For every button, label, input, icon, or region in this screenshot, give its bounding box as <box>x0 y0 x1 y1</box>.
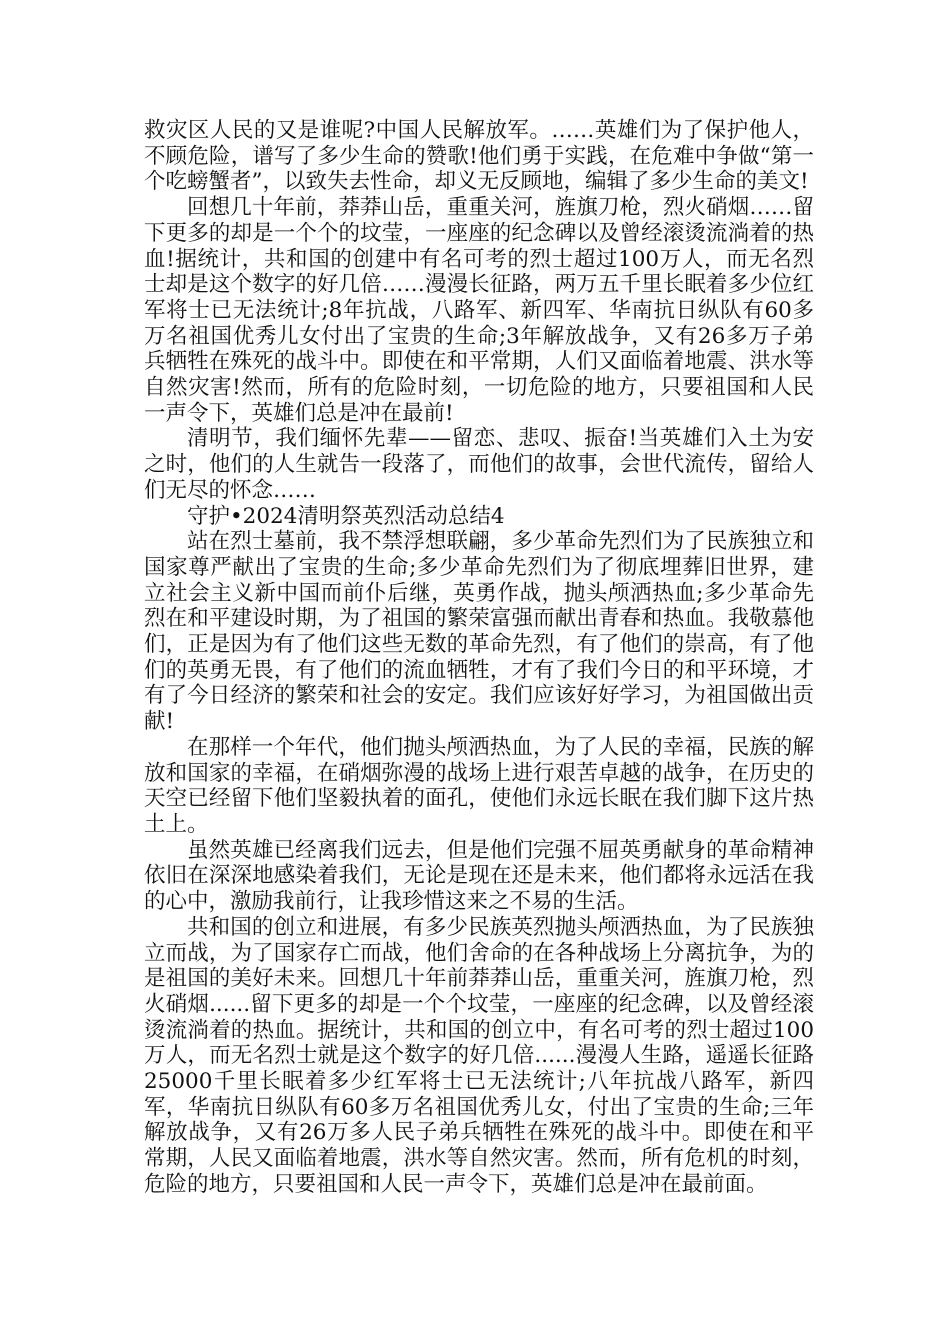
paragraph-recall-decades: 回想几十年前，莽莽山岳，重重关河，旌旗刀枪，烈火硝烟……留下更多的却是一个个的坟莹，一座座的纪念碑以及曾经滚烫流淌着的热血!据统计，共和国的创建中有名可考的烈士超过100万人，而无名烈士却是这个数字的好几倍……漫漫长征路，两万五千里长眠着多少位红军将士已无法统计;8年抗战，八路军、新四军、华南抗日纵队有60多万名祖国优秀儿女付出了宝贵的生命;3年解放战争，又有26多万子弟兵牺牲在殊死的战斗中。即使在和平常期，人们又面临着地震、洪水等自然灾害!然而，所有的危险时刻，一切危险的地方，只要祖国和人民一声令下，英雄们总是冲在最前! <box>144 195 814 426</box>
section-heading: 守护•2024清明祭英烈活动总结4 <box>187 503 505 529</box>
paragraph-that-era: 在那样一个年代，他们抛头颅洒热血，为了人民的幸福，民族的解放和国家的幸福，在硝烟弥漫的战场上进行艰苦卓越的战争，在历史的天空已经留下他们坚毅执着的面孔，使他们永远长眠在我们脚下这片热土上。 <box>144 734 814 837</box>
paragraph-qingming-remembrance: 清明节，我们缅怀先辈——留恋、悲叹、振奋!当英雄们入土为安之时，他们的人生就告一段落了，而他们的故事，会世代流传，留给人们无尽的怀念…… <box>144 426 814 503</box>
paragraph-heroes-spirit: 虽然英雄已经离我们远去，但是他们完强不屈英勇献身的革命精神依旧在深深地感染着我们，无论是现在还是未来，他们都将永远活在我的心中，激励我前行，让我珍惜这来之不易的生活。 <box>144 837 814 915</box>
document-page <box>144 118 814 1198</box>
paragraph-republic-founding: 共和国的创立和进展，有多少民族英烈抛头颅洒热血，为了民族独立而战，为了国家存亡而战，他们舍命的在各种战场上分离抗争，为的是祖国的美好未来。回想几十年前莽莽山岳，重重关河，旌旗刀枪，烈火硝烟......留下更多的却是一个个坟莹，一座座的纪念碑，以及曾经滚烫流淌着的热血。据统计，共和国的创立中，有名可考的烈士超过100万人，而无名烈士就是这个数字的好几倍......漫漫人生路，遥遥长征路25000千里长眠着多少红军将士已无法统计;八年抗战八路军，新四军，华南抗日纵队有60多万名祖国优秀儿女，付出了宝贵的生命;三年解放战争，又有26万多人民子弟兵牺牲在殊死的战斗中。即使在和平常期，人民又面临着地震，洪水等自然灾害。然而，所有危机的时刻，危险的地方，只要祖国和人民一声令下，英雄们总是冲在最前面。 <box>144 914 814 1197</box>
paragraph-at-martyr-tomb: 站在烈士墓前，我不禁浮想联翩，多少革命先烈们为了民族独立和国家尊严献出了宝贵的生命;多少革命先烈们为了彻底埋葬旧世界，建立社会主义新中国而前仆后继，英勇作战，抛头颅洒热血;多少革命先烈在和平建设时期，为了祖国的繁荣富强而献出青春和热血。我敬慕他们，正是因为有了他们这些无数的革命先烈，有了他们的崇高，有了他们的英勇无畏，有了他们的流血牺牲，才有了我们今日的和平环境，才有了今日经济的繁荣和社会的安定。我们应该好好学习，为祖国做出贡献! <box>144 529 814 735</box>
paragraph-rescue-intro: 救灾区人民的又是谁呢?中国人民解放军。……英雄们为了保护他人，不顾危险，谱写了多少生命的赞歌!他们勇于实践，在危难中争做“第一个吃螃蟹者”，以致失去性命，却义无反顾地，编辑了多少生命的美文! <box>144 118 814 195</box>
